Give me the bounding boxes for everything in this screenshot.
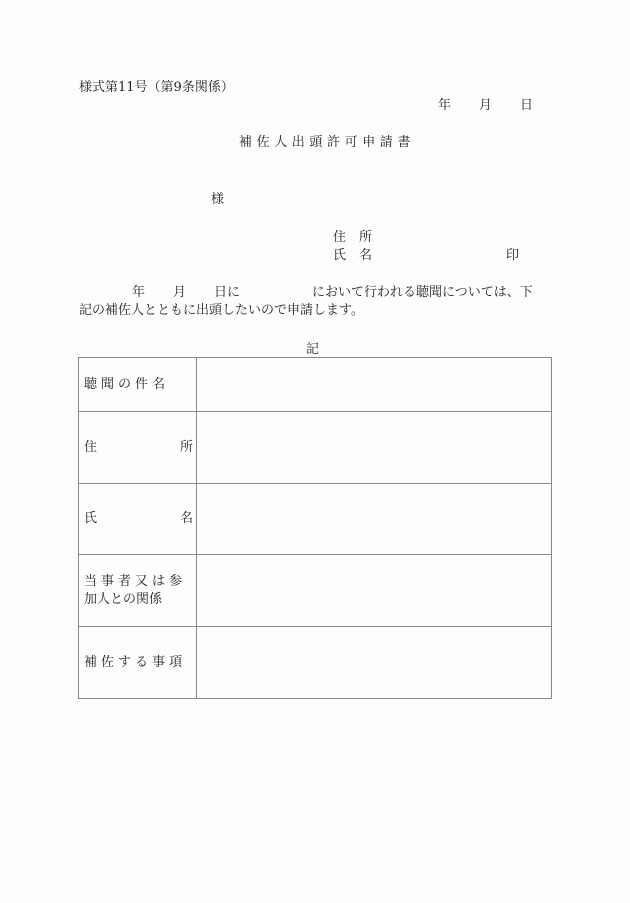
applicant-name-label: 氏 名	[333, 248, 373, 263]
value-name[interactable]	[197, 484, 552, 555]
body-day: 日に	[214, 285, 241, 300]
table-row	[79, 627, 552, 699]
body-month: 月	[173, 285, 187, 300]
body-year: 年	[132, 285, 146, 300]
table-row	[79, 555, 552, 627]
applicant-address-label: 住 所	[333, 230, 373, 245]
label-assist-matters: 補佐する事項	[79, 627, 197, 699]
date-line	[438, 98, 533, 114]
ki-heading: 記	[306, 342, 320, 357]
label-name-right: 名	[179, 511, 193, 526]
label-address-left: 住	[84, 439, 98, 455]
table-row	[79, 412, 552, 484]
date-month: 月	[479, 98, 493, 113]
date-year: 年	[438, 98, 452, 113]
label-name	[79, 484, 197, 555]
label-hearing-subject: 聴聞の件名	[79, 358, 197, 412]
label-address	[79, 412, 197, 484]
label-address-right: 所	[179, 439, 193, 455]
date-day: 日	[520, 98, 534, 113]
document-title: 補佐人出頭許可申請書	[239, 135, 416, 150]
label-name-left: 氏	[84, 511, 98, 526]
form-number: 様式第11号（第9条関係）	[79, 80, 234, 95]
value-assist-matters[interactable]	[197, 627, 552, 699]
body-line-2: 記の補佐人とともに出頭したいので申請します。	[79, 303, 364, 318]
value-relationship[interactable]	[197, 555, 552, 627]
value-address[interactable]	[197, 412, 552, 484]
body-line-1	[79, 285, 533, 301]
body-rest: において行われる聴聞については、下	[312, 285, 533, 300]
label-relationship-line2: 加人との関係	[84, 591, 163, 607]
table-row	[79, 484, 552, 555]
seal-mark: 印	[506, 248, 520, 263]
value-hearing-subject[interactable]	[197, 358, 552, 412]
addressee-suffix: 様	[211, 192, 225, 207]
table-row	[79, 358, 552, 412]
application-table	[78, 357, 552, 699]
label-relationship	[79, 555, 197, 627]
label-relationship-line1: 当事者又は参	[84, 573, 187, 589]
